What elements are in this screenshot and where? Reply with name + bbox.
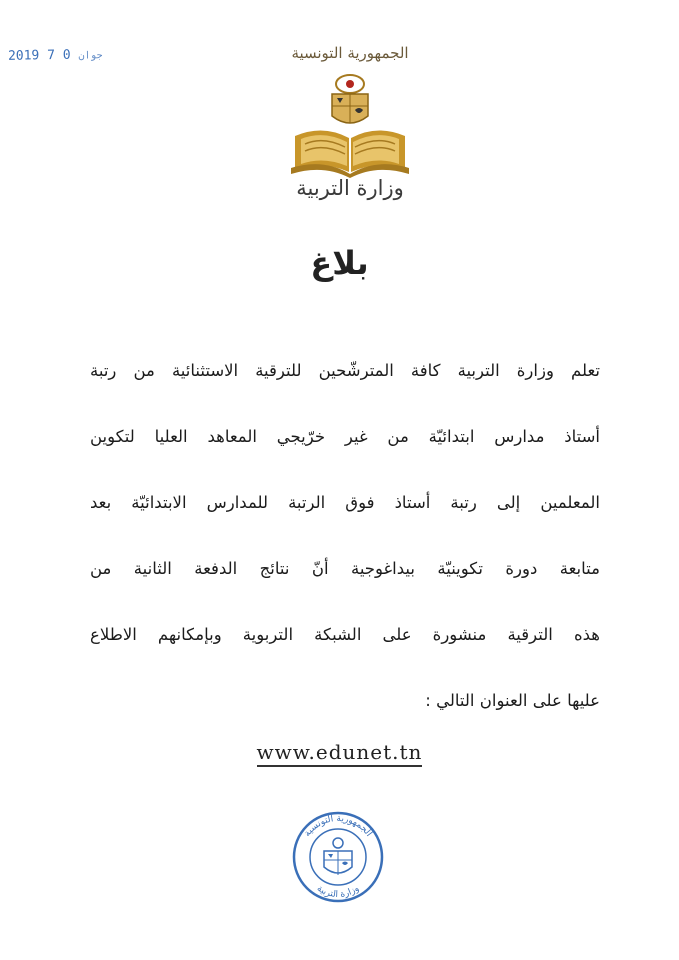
body-line: تعلم وزارة التربية كافة المترشّحين للترقية الاستثنائية من رتبة bbox=[90, 361, 600, 380]
communique-body bbox=[90, 338, 600, 734]
svg-text:الجمهورية التونسية bbox=[303, 814, 374, 839]
date-stamp-year: 2019 bbox=[7, 48, 40, 64]
date-stamp-day: 0 7 bbox=[47, 47, 71, 64]
edunet-link[interactable] bbox=[0, 740, 679, 764]
body-line: أستاذ مدارس ابتدائيّة من غير خرّيجي المعاهد العليا لتكوين bbox=[90, 427, 600, 446]
edunet-link-text[interactable]: www.edunet.tn bbox=[257, 740, 423, 767]
body-line: هذه الترقية منشورة على الشبكة التربوية وبإمكانهم الاطلاع bbox=[90, 625, 600, 644]
seal-text-bottom: وزارة التربية bbox=[314, 883, 362, 901]
date-stamp bbox=[8, 47, 103, 64]
book-emblem-icon bbox=[285, 68, 415, 178]
date-stamp-month: جوان bbox=[78, 50, 103, 62]
body-line: عليها على العنوان التالي : bbox=[425, 691, 600, 710]
ministry-name: وزارة التربية bbox=[296, 176, 404, 200]
republic-name: الجمهورية التونسية bbox=[291, 44, 409, 62]
communique-title: بلاغ bbox=[310, 244, 369, 282]
body-line: متابعة دورة تكوينيّة بيداغوجية أنّ نتائج الدفعة الثانية من bbox=[90, 559, 600, 578]
body-line: المعلمين إلى رتبة أستاذ فوق الرتبة للمدارس الابتدائيّة بعد bbox=[90, 493, 600, 512]
seal-text-top: الجمهورية التونسية bbox=[302, 813, 374, 839]
round-seal-icon bbox=[286, 805, 390, 905]
